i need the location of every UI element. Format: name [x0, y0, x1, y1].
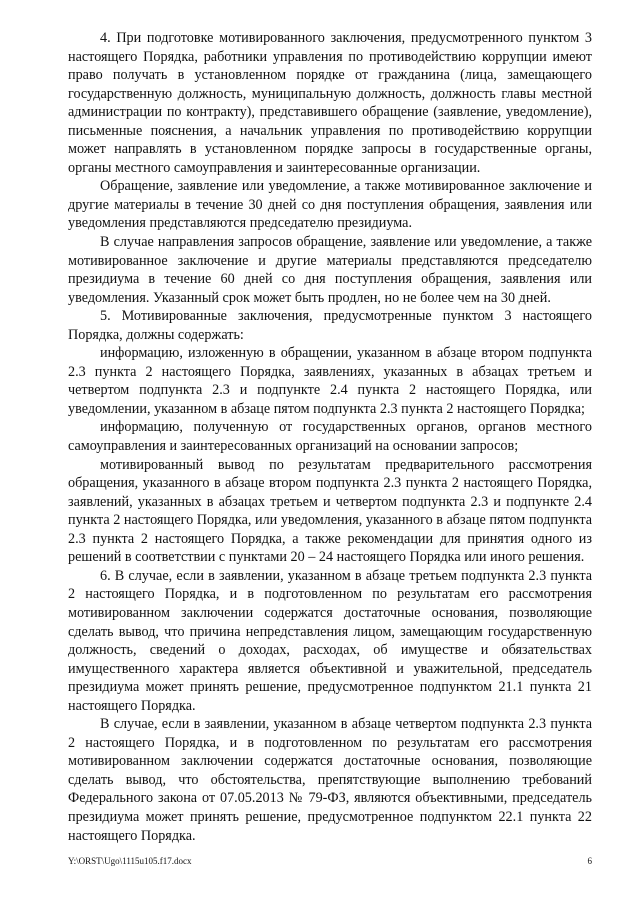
paragraph-circumstances: В случае, если в заявлении, указанном в абзаце четвертом подпункта 2.3 пункта 2 настоящего Порядка, и в подготовленном по результатам его рассмотрения мотивированном заключении содержатся достаточные основания, позволяющие сделать вывод, что обстоятельства, препятствующие выполнению требований Федерального закона от 07.05.2013 № 79-ФЗ, являются объективными, председатель президиума может принять решение, предусмотренное подпунктом 22.1 пункта 22 настоящего Порядка.: [68, 716, 592, 844]
paragraph-motivated-conclusion: мотивированный вывод по результатам предварительного рассмотрения обращения, указанного в абзаце втором подпункта 2.3 пункта 2 настоящего Порядка, заявлений, указанных в абзацах третьем и четвертом подпункта 2.3 и подпункте 2.4 пункта 2 настоящего Порядка, или уведомления, указанного в абзаце пятом подпункта 2.3 пункта 2 настоящего Порядка, а также рекомендации для принятия одного из решений в соответствии с пунктами 20 – 24 настоящего Порядка или иного решения.: [68, 456, 592, 566]
paragraph-information-submitted: информацию, изложенную в обращении, указанном в абзаце втором подпункта 2.3 пункта 2 настоящего Порядка, заявлениях, указанных в абзацах третьем и четвертом подпункта 2.3 и подпункте 2.4 пункта 2 настоящего Порядка, или уведомлении, указанном в абзаце пятом подпункта 2.3 пункта 2 настоящего Порядка;: [68, 345, 592, 417]
document-body: [68, 29, 592, 845]
paragraph-information-received: информацию, полученную от государственных органов, органов местного самоуправления и заинтересованных организаций на основании запросов;: [68, 419, 592, 455]
page-number: 6: [587, 856, 592, 866]
paragraph-60-days: В случае направления запросов обращение, заявление или уведомление, а также мотивированное заключение и другие материалы представляются председателю президиума в течение 60 дней со дня поступления обращения, заявления или уведомления. Указанный срок может быть продлен, но не более чем на 30 дней.: [68, 234, 592, 306]
paragraph-5-contents: 5. Мотивированные заключения, предусмотренные пунктом 3 настоящего Порядка, должны содержать:: [68, 308, 592, 343]
paragraph-4-preparation: 4. При подготовке мотивированного заключения, предусмотренного пунктом 3 настоящего Порядка, работники управления по противодействию коррупции имеют право получать в установленном порядке от гражданина (лица, замещающего государственную должность, муниципальную должность, должность главы местной администрации по контракту), представившего обращение (заявление, уведомление), письменные пояснения, а начальник управления по противодействию коррупции может направлять в установленном порядке запросы в государственные органы, органы местного самоуправления и заинтересованные организации.: [68, 30, 592, 176]
paragraph-6-objective-reason: 6. В случае, если в заявлении, указанном в абзаце третьем подпункта 2.3 пункта 2 настоящего Порядка, и в подготовленном по результатам его рассмотрения мотивированном заключении содержатся достаточные основания, позволяющие сделать вывод, что причина непредставления лицом, замещающим государственную должность, сведений о доходах, расходах, об имуществе и обязательствах имущественного характера является объективной и уважительной, председатель президиума может принять решение, предусмотренное подпунктом 21.1 пункта 21 настоящего Порядка.: [68, 567, 592, 714]
paragraph-30-days: Обращение, заявление или уведомление, а также мотивированное заключение и другие материалы в течение 30 дней со дня поступления обращения, заявления или уведомления представляются председателю президиума.: [68, 178, 592, 232]
file-path: Y:\ORST\Ugo\1115u105.f17.docx: [68, 856, 192, 866]
